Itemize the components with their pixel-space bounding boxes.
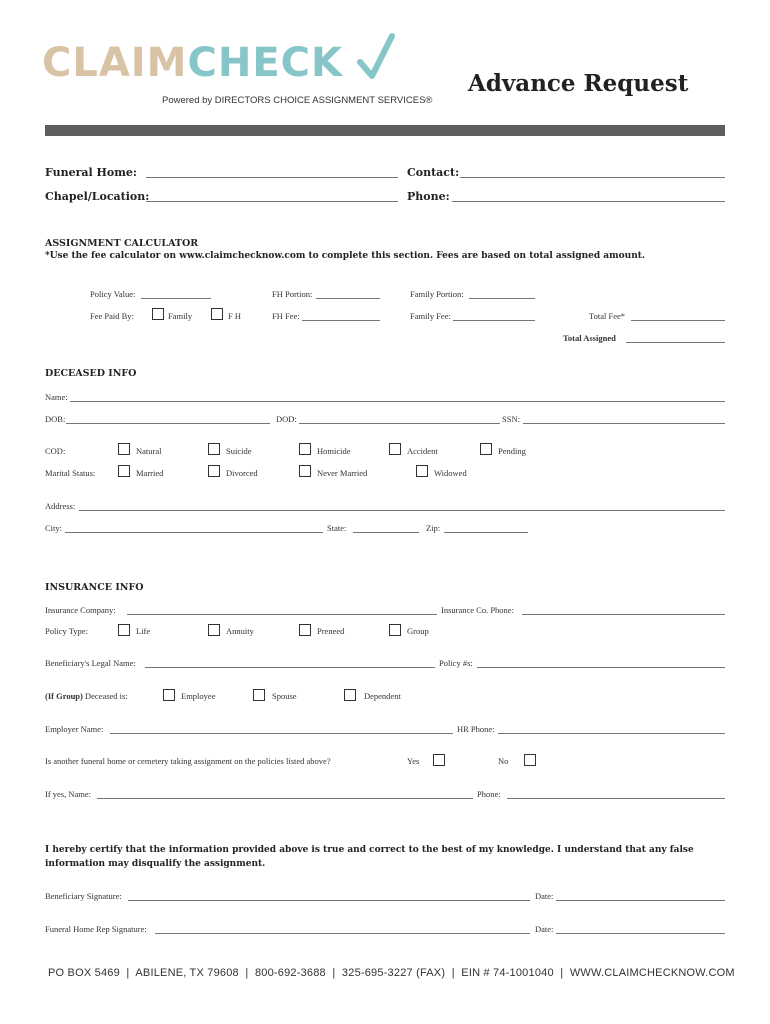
fh-rep-date-label: Date: bbox=[535, 924, 554, 934]
ssn-label: SSN: bbox=[502, 414, 520, 424]
fh-rep-date-field[interactable] bbox=[556, 933, 725, 934]
beneficiary-name-field[interactable] bbox=[145, 667, 435, 668]
total-fee-field[interactable] bbox=[631, 320, 725, 321]
group-dependent-label: Dependent bbox=[364, 691, 401, 701]
policy-nums-field[interactable] bbox=[477, 667, 725, 668]
policy-annuity-label: Annuity bbox=[226, 626, 254, 636]
insurance-company-field[interactable] bbox=[127, 614, 437, 615]
family-portion-label: Family Portion: bbox=[410, 289, 464, 299]
beneficiary-date-field[interactable] bbox=[556, 900, 725, 901]
if-yes-phone-field[interactable] bbox=[507, 798, 725, 799]
contact-label: Contact: bbox=[407, 166, 460, 179]
fee-paid-family-label: Family bbox=[168, 311, 193, 321]
cod-suicide-label: Suicide bbox=[226, 446, 252, 456]
fh-portion-field[interactable] bbox=[316, 298, 380, 299]
if-yes-phone-label: Phone: bbox=[477, 789, 501, 799]
policy-group-label: Group bbox=[407, 626, 429, 636]
marital-never-married-checkbox[interactable] bbox=[299, 465, 311, 477]
cod-pending-label: Pending bbox=[498, 446, 526, 456]
page-title: Advance Request bbox=[468, 70, 689, 97]
policy-life-checkbox[interactable] bbox=[118, 624, 130, 636]
group-employee-label: Employee bbox=[181, 691, 216, 701]
total-assigned-field[interactable] bbox=[626, 342, 725, 343]
policy-preneed-label: Preneed bbox=[317, 626, 345, 636]
contact-field[interactable] bbox=[460, 177, 725, 178]
cod-suicide-checkbox[interactable] bbox=[208, 443, 220, 455]
funeral-home-label: Funeral Home: bbox=[45, 166, 137, 179]
state-label: State: bbox=[327, 523, 347, 533]
another-yes-checkbox[interactable] bbox=[433, 754, 445, 766]
if-yes-name-field[interactable] bbox=[97, 798, 473, 799]
address-field[interactable] bbox=[79, 510, 725, 511]
phone-field[interactable] bbox=[452, 201, 725, 202]
cod-label: COD: bbox=[45, 446, 66, 456]
header-divider-bar bbox=[45, 125, 725, 136]
hr-phone-field[interactable] bbox=[498, 733, 725, 734]
fh-rep-signature-label: Funeral Home Rep Signature: bbox=[45, 924, 147, 934]
footer-contact: PO BOX 5469 | ABILENE, TX 79608 | 800-692-3688 | 325-695-3227 (FAX) | EIN # 74-1001040 | WWW.CLAIMCHECKNOW.COM bbox=[48, 967, 735, 979]
beneficiary-signature-label: Beneficiary Signature: bbox=[45, 891, 122, 901]
employer-name-field[interactable] bbox=[110, 733, 453, 734]
marital-never-married-label: Never Married bbox=[317, 468, 368, 478]
dob-field[interactable] bbox=[66, 423, 270, 424]
fee-paid-family-checkbox[interactable] bbox=[152, 308, 164, 320]
dob-label: DOB: bbox=[45, 414, 66, 424]
policy-group-checkbox[interactable] bbox=[389, 624, 401, 636]
total-assigned-label: Total Assigned bbox=[563, 333, 616, 343]
marital-divorced-checkbox[interactable] bbox=[208, 465, 220, 477]
logo-claim-text: CLAIM bbox=[42, 40, 188, 86]
funeral-home-field[interactable] bbox=[146, 177, 398, 178]
policy-preneed-checkbox[interactable] bbox=[299, 624, 311, 636]
phone-label: Phone: bbox=[407, 190, 450, 203]
hr-phone-label: HR Phone: bbox=[457, 724, 495, 734]
marital-divorced-label: Divorced bbox=[226, 468, 258, 478]
powered-by: Powered by DIRECTORS CHOICE ASSIGNMENT SERVICES® bbox=[162, 95, 433, 106]
family-fee-label: Family Fee: bbox=[410, 311, 451, 321]
policy-type-label: Policy Type: bbox=[45, 626, 88, 636]
policy-value-field[interactable] bbox=[141, 298, 211, 299]
fh-rep-signature-field[interactable] bbox=[155, 933, 530, 934]
if-yes-name-label: If yes, Name: bbox=[45, 789, 92, 799]
address-label: Address: bbox=[45, 501, 76, 511]
deceased-is-label: Deceased is: bbox=[85, 691, 128, 701]
insurance-co-phone-field[interactable] bbox=[522, 614, 725, 615]
zip-field[interactable] bbox=[444, 532, 528, 533]
logo-check-text: CHECK bbox=[187, 40, 344, 86]
fee-paid-fh-label: F H bbox=[228, 311, 241, 321]
fh-fee-field[interactable] bbox=[302, 320, 380, 321]
cod-pending-checkbox[interactable] bbox=[480, 443, 492, 455]
state-field[interactable] bbox=[353, 532, 419, 533]
fee-paid-by-label: Fee Paid By: bbox=[90, 311, 134, 321]
fh-portion-label: FH Portion: bbox=[272, 289, 313, 299]
name-field[interactable] bbox=[70, 401, 725, 402]
cod-homicide-label: Homicide bbox=[317, 446, 351, 456]
logo bbox=[42, 40, 343, 86]
policy-life-label: Life bbox=[136, 626, 151, 636]
if-group-label: (If Group) bbox=[45, 691, 83, 701]
deceased-heading: DECEASED INFO bbox=[45, 368, 137, 379]
cod-accident-checkbox[interactable] bbox=[389, 443, 401, 455]
group-spouse-checkbox[interactable] bbox=[253, 689, 265, 701]
policy-value-label: Policy Value: bbox=[90, 289, 136, 299]
group-employee-checkbox[interactable] bbox=[163, 689, 175, 701]
city-label: City: bbox=[45, 523, 63, 533]
another-assignment-question: Is another funeral home or cemetery taking assignment on the policies listed above? bbox=[45, 756, 331, 766]
group-spouse-label: Spouse bbox=[272, 691, 297, 701]
another-no-checkbox[interactable] bbox=[524, 754, 536, 766]
chapel-location-label: Chapel/Location: bbox=[45, 190, 150, 203]
name-label: Name: bbox=[45, 392, 68, 402]
marital-married-checkbox[interactable] bbox=[118, 465, 130, 477]
beneficiary-name-label: Beneficiary's Legal Name: bbox=[45, 658, 136, 668]
certification-text: I hereby certify that the information provided above is true and correct to the best of my knowledge. I understand that any false information may disqualify the assignment. bbox=[45, 845, 694, 869]
policy-annuity-checkbox[interactable] bbox=[208, 624, 220, 636]
cod-homicide-checkbox[interactable] bbox=[299, 443, 311, 455]
cod-natural-label: Natural bbox=[136, 446, 162, 456]
marital-widowed-checkbox[interactable] bbox=[416, 465, 428, 477]
zip-label: Zip: bbox=[426, 523, 441, 533]
insurance-co-phone-label: Insurance Co. Phone: bbox=[441, 605, 514, 615]
policy-nums-label: Policy #s: bbox=[439, 658, 473, 668]
cod-natural-checkbox[interactable] bbox=[118, 443, 130, 455]
calculator-note: *Use the fee calculator on www.claimchecknow.com to complete this section. Fees are based on total assigned amount. bbox=[45, 251, 646, 261]
fh-fee-label: FH Fee: bbox=[272, 311, 300, 321]
yes-label: Yes bbox=[407, 756, 420, 766]
ssn-field[interactable] bbox=[523, 423, 725, 424]
calculator-heading: ASSIGNMENT CALCULATOR bbox=[45, 238, 199, 249]
dod-field[interactable] bbox=[299, 423, 500, 424]
marital-married-label: Married bbox=[136, 468, 164, 478]
insurance-heading: INSURANCE INFO bbox=[45, 582, 144, 593]
if-group-deceased-is bbox=[45, 691, 128, 701]
family-portion-field[interactable] bbox=[469, 298, 535, 299]
checkmark-logo-icon bbox=[356, 32, 396, 82]
dod-label: DOD: bbox=[276, 414, 297, 424]
group-dependent-checkbox[interactable] bbox=[344, 689, 356, 701]
marital-widowed-label: Widowed bbox=[434, 468, 467, 478]
no-label: No bbox=[498, 756, 509, 766]
beneficiary-date-label: Date: bbox=[535, 891, 554, 901]
fee-paid-fh-checkbox[interactable] bbox=[211, 308, 223, 320]
chapel-location-field[interactable] bbox=[146, 201, 398, 202]
beneficiary-signature-field[interactable] bbox=[128, 900, 530, 901]
cod-accident-label: Accident bbox=[407, 446, 438, 456]
total-fee-label: Total Fee* bbox=[589, 311, 625, 321]
family-fee-field[interactable] bbox=[453, 320, 535, 321]
insurance-company-label: Insurance Company: bbox=[45, 605, 116, 615]
employer-name-label: Employer Name: bbox=[45, 724, 104, 734]
city-field[interactable] bbox=[65, 532, 323, 533]
marital-status-label: Marital Status: bbox=[45, 468, 96, 478]
